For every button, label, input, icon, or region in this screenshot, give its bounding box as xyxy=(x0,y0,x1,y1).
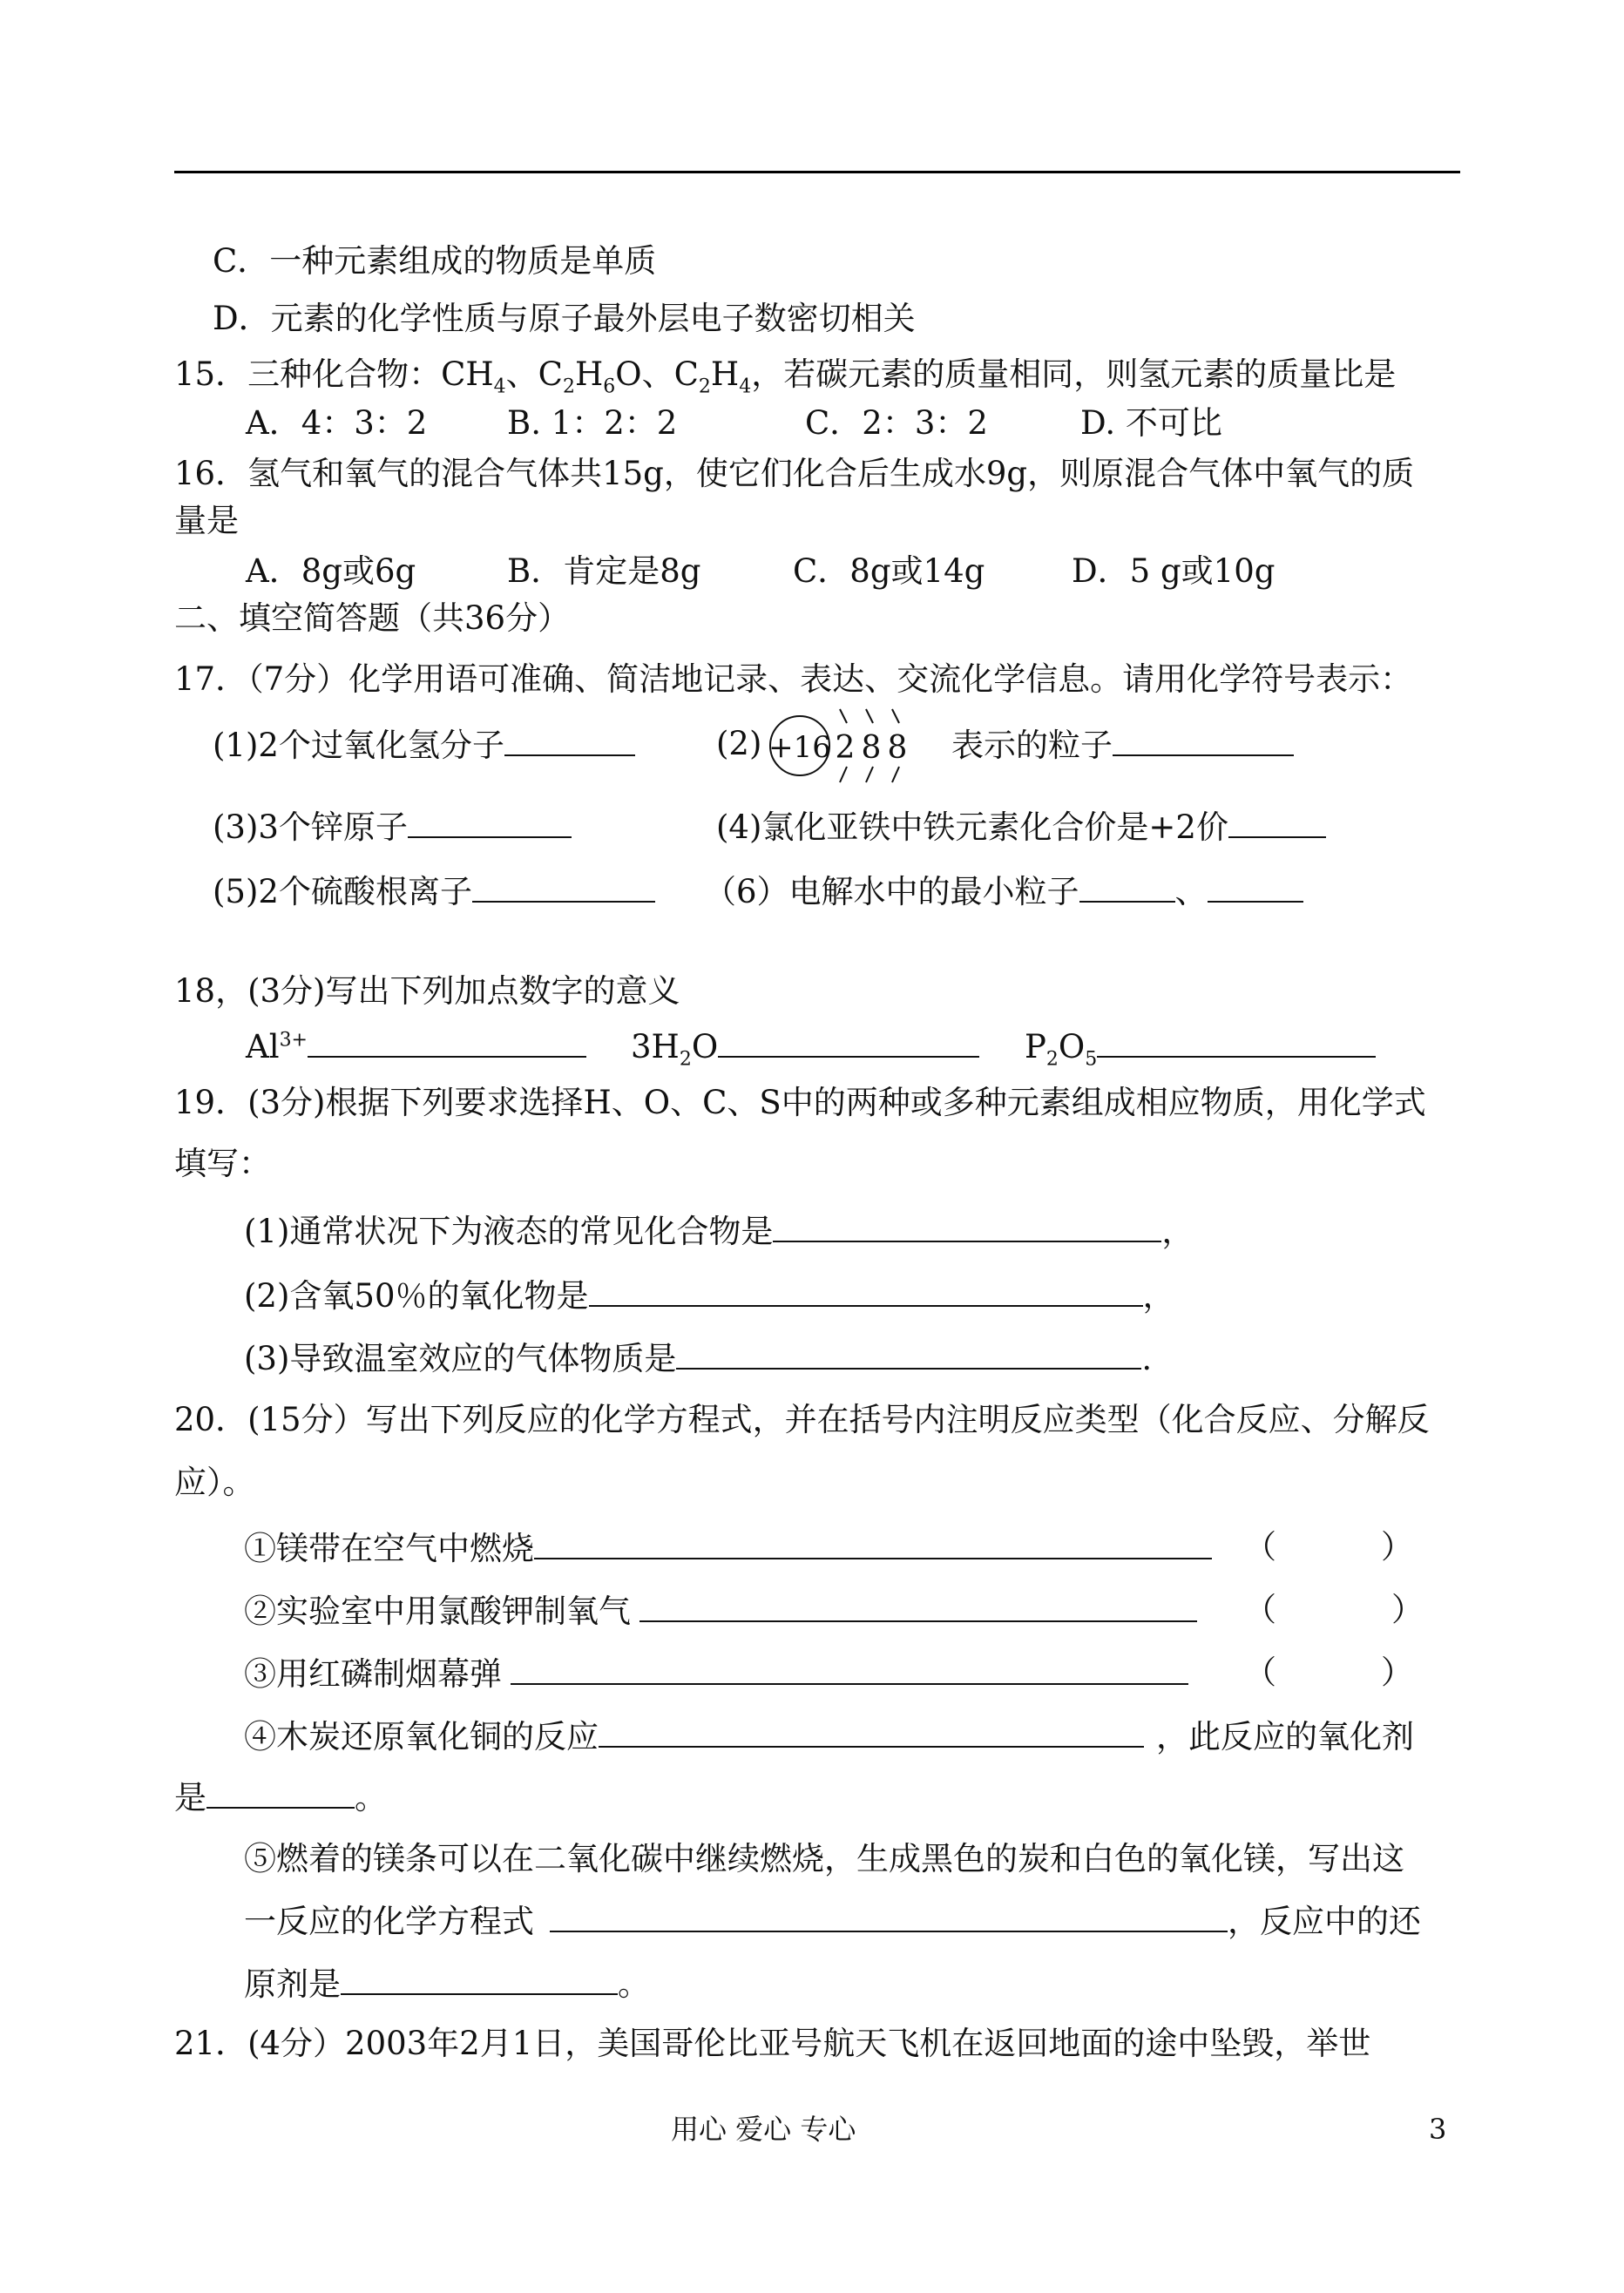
shell-1-electrons: 2 xyxy=(835,730,856,766)
q16-stem-line1: 16．氢气和氧气的混合气体共15g，使它们化合后生成水9g，则原混合气体中氧气的质 xyxy=(174,455,1415,492)
q14-option-d: D．元素的化学性质与原子最外层电子数密切相关 xyxy=(213,300,916,337)
q17-item-2-label: (2) xyxy=(716,725,762,762)
q19-item-1: (1)通常状况下为液态的常见化合物是 ， xyxy=(244,1213,1194,1250)
q16-option-b: B．肯定是8g xyxy=(507,552,701,590)
q19-stem-line2: 填写： xyxy=(174,1145,271,1182)
q17-item-4: (4)氯化亚铁中铁元素化合价是+2价 xyxy=(716,807,1326,847)
answer-blank[interactable] xyxy=(1208,871,1303,903)
answer-blank[interactable] xyxy=(511,1654,1188,1685)
answer-blank[interactable] xyxy=(599,1716,1144,1748)
answer-blank[interactable] xyxy=(534,1528,1212,1559)
q20-item-3-type: （ ） xyxy=(1244,1654,1413,1691)
q16-option-c: C．8g或14g xyxy=(793,552,985,590)
q18-stem: 18，(3分)写出下列加点数字的意义 xyxy=(174,972,680,1010)
answer-blank[interactable] xyxy=(408,807,572,838)
q20-item-5-line2: 一反应的化学方程式 ，反应中的还 xyxy=(244,1903,1421,1940)
q18-item-h2o: $3H_2O$ xyxy=(631,1026,979,1066)
q17-item-6: （6）电解水中的最小粒子 、 xyxy=(704,871,1303,911)
q18-item-p2o5: $P_2O_5$ xyxy=(1025,1026,1376,1066)
shell-arcs-bottom xyxy=(840,767,899,782)
section-2-heading: 二、填空简答题（共36分） xyxy=(174,599,571,637)
q17-item-1: (1)2个过氧化氢分子 xyxy=(213,725,635,765)
answer-blank[interactable] xyxy=(589,1275,1143,1307)
answer-blank[interactable] xyxy=(718,1026,979,1058)
q18-item-al: $Al^{3+}$ xyxy=(246,1026,586,1066)
q20-item-4: ④木炭还原氧化铜的反应 ，此反应的氧化剂 xyxy=(244,1718,1414,1755)
q17-item-3: (3)3个锌原子 xyxy=(213,807,572,847)
q21-stem: 21．(4分）2003年2月1日，美国哥伦比亚号航天飞机在返回地面的途中坠毁，举世 xyxy=(174,2025,1371,2062)
q15-option-a: A．4：3：2 xyxy=(246,404,428,442)
q20-item-5-line3: 原剂是 。 xyxy=(244,1965,650,2003)
q20-stem-line1: 20．(15分）写出下列反应的化学方程式，并在括号内注明反应类型（化合反应、分解反 xyxy=(174,1401,1430,1438)
answer-blank[interactable] xyxy=(206,1777,355,1809)
page-number: 3 xyxy=(1429,2113,1447,2146)
answer-blank[interactable] xyxy=(1228,807,1326,838)
nucleus-charge: +16 xyxy=(768,730,831,765)
q20-item-5-line1: ⑤燃着的镁条可以在二氧化碳中继续燃烧，生成黑色的炭和白色的氧化镁，写出这 xyxy=(244,1840,1404,1877)
q15-option-c: C．2：3：2 xyxy=(805,404,988,442)
q20-item-3: ③用红磷制烟幕弹 xyxy=(244,1654,1188,1694)
q16-stem-line2: 量是 xyxy=(174,502,239,539)
q15-stem: 15．三种化合物：$CH_4$、$C_2H_6O$、$C_2H_4$，若碳元素的质量相同，则氢元素的质量比是 xyxy=(174,355,1397,398)
answer-blank[interactable] xyxy=(676,1338,1141,1370)
q20-item-4-oxidant: 是 。 xyxy=(174,1779,387,1816)
answer-blank[interactable] xyxy=(639,1591,1197,1622)
q19-stem-line1: 19．(3分)根据下列要求选择H、O、C、S中的两种或多种元素组成相应物质，用化学式 xyxy=(174,1084,1426,1121)
q17-item-5: (5)2个硫酸根离子 xyxy=(213,871,655,911)
answer-blank[interactable] xyxy=(504,725,635,756)
q15-option-d: D. 不可比 xyxy=(1080,404,1222,442)
q20-item-2-type: （ ） xyxy=(1244,1591,1424,1628)
answer-blank[interactable] xyxy=(341,1964,618,1995)
q20-item-1: ①镁带在空气中燃烧 xyxy=(244,1528,1212,1568)
sulfur-ion-structure-diagram xyxy=(760,702,934,789)
answer-blank[interactable] xyxy=(1097,1026,1376,1058)
answer-blank[interactable] xyxy=(472,871,655,903)
footer-motto: 用心 爱心 专心 xyxy=(671,2113,856,2146)
answer-blank[interactable] xyxy=(1113,725,1294,756)
q20-item-2: ②实验室中用氯酸钾制氧气 xyxy=(244,1591,1197,1631)
shell-2-electrons: 8 xyxy=(861,730,882,766)
q16-option-a: A．8g或6g xyxy=(246,552,416,590)
q17-item-2: 表示的粒子 xyxy=(951,725,1294,765)
answer-blank[interactable] xyxy=(550,1901,1228,1932)
answer-blank[interactable] xyxy=(1079,871,1175,903)
q20-stem-line2: 应）。 xyxy=(174,1464,255,1501)
answer-blank[interactable] xyxy=(773,1211,1161,1242)
shell-arcs-top xyxy=(840,709,899,723)
answer-blank[interactable] xyxy=(308,1026,586,1058)
q15-option-b: B. 1：2：2 xyxy=(507,404,678,442)
q17-stem: 17．（7分）化学用语可准确、简洁地记录、表达、交流化学信息。请用化学符号表示： xyxy=(174,660,1413,698)
header-rule xyxy=(174,171,1460,173)
q19-item-2: (2)含氧50％的氧化物是 ， xyxy=(244,1277,1175,1315)
q16-option-d: D．5 g或10g xyxy=(1072,552,1276,590)
q14-option-c: C．一种元素组成的物质是单质 xyxy=(213,242,657,280)
q19-item-3: (3)导致温室效应的气体物质是 . xyxy=(244,1340,1153,1377)
shell-3-electrons: 8 xyxy=(887,730,908,766)
q20-item-1-type: （ ） xyxy=(1244,1528,1413,1566)
